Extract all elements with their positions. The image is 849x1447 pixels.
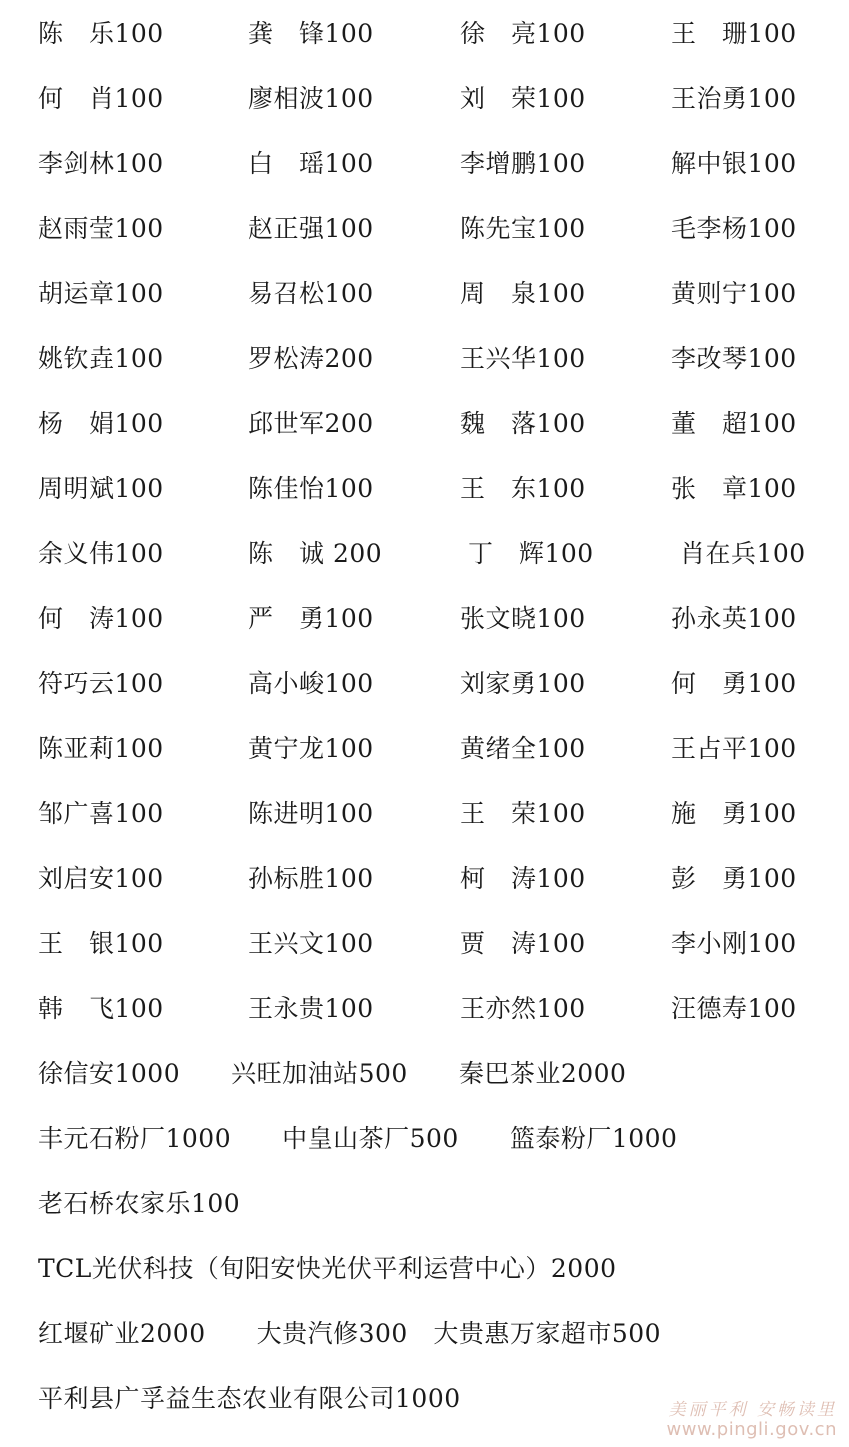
- donor-entry: 龚 锋100: [248, 19, 374, 48]
- donor-entry: 王永贵100: [248, 994, 374, 1023]
- donor-entry: 王 东100: [460, 474, 586, 503]
- donor-entry: 周 泉100: [460, 279, 586, 308]
- donor-entry: 刘家勇100: [460, 669, 586, 698]
- donor-entry: 邱世军200: [248, 409, 374, 438]
- donor-entry: 王 荣100: [460, 799, 586, 828]
- donor-entry: 丁 辉100: [468, 539, 594, 568]
- donor-entry: 符巧云100: [38, 669, 164, 698]
- donor-row: [0, 534, 849, 574]
- donor-row: [0, 79, 849, 119]
- donor-line: 平利县广孚益生态农业有限公司1000: [38, 1384, 461, 1413]
- donor-entry: 陈亚莉100: [38, 734, 164, 763]
- donor-line: TCL光伏科技（旬阳安快光伏平利运营中心）2000: [38, 1254, 617, 1283]
- donor-entry: 严 勇100: [248, 604, 374, 633]
- donor-entry: 徐 亮100: [460, 19, 586, 48]
- donor-entry: 何 勇100: [671, 669, 797, 698]
- donor-entry: 陈 诚 200: [248, 539, 383, 568]
- donor-line: 丰元石粉厂1000 中皇山茶厂500 篮泰粉厂1000: [38, 1124, 678, 1153]
- donor-entry: 张 章100: [671, 474, 797, 503]
- donor-entry: 汪德寿100: [671, 994, 797, 1023]
- donor-entry: 杨 娟100: [38, 409, 164, 438]
- donor-entry: 肖在兵100: [680, 539, 806, 568]
- donor-entry: 陈先宝100: [460, 214, 586, 243]
- donor-entry: 韩 飞100: [38, 994, 164, 1023]
- donor-entry: 柯 涛100: [460, 864, 586, 893]
- donor-entry: 刘 荣100: [460, 84, 586, 113]
- donor-entry: 王 银100: [38, 929, 164, 958]
- watermark-domain: www.pingli.gov.cn: [666, 1419, 837, 1441]
- donor-entry: 周明斌100: [38, 474, 164, 503]
- donor-entry: 高小峻100: [248, 669, 374, 698]
- donor-row: [0, 989, 849, 1029]
- watermark-slogan: 美丽平利 安畅读里: [668, 1399, 837, 1420]
- donor-row: [0, 404, 849, 444]
- donor-entry: 黄绪全100: [460, 734, 586, 763]
- donor-line: 徐信安1000 兴旺加油站500 秦巴茶业2000: [38, 1059, 627, 1088]
- donor-entry: 贾 涛100: [460, 929, 586, 958]
- donor-entry: 魏 落100: [460, 409, 586, 438]
- donor-entry: 黄宁龙100: [248, 734, 374, 763]
- donor-row: [0, 144, 849, 184]
- donor-row: [0, 599, 849, 639]
- donor-entry: 赵雨莹100: [38, 214, 164, 243]
- donor-entry: 王占平100: [671, 734, 797, 763]
- donor-entry: 施 勇100: [671, 799, 797, 828]
- donor-entry: 董 超100: [671, 409, 797, 438]
- donor-row: [0, 794, 849, 834]
- donor-entry: 李改琴100: [671, 344, 797, 373]
- site-watermark: [667, 1401, 837, 1441]
- donor-row: [0, 209, 849, 249]
- donor-entry: 廖相波100: [248, 84, 374, 113]
- donor-entry: 刘启安100: [38, 864, 164, 893]
- donor-entry: 胡运章100: [38, 279, 164, 308]
- donor-entry: 李小刚100: [671, 929, 797, 958]
- donor-row: [0, 274, 849, 314]
- donor-entry: 王亦然100: [460, 994, 586, 1023]
- donor-row: [0, 14, 849, 54]
- donor-entry: 彭 勇100: [671, 864, 797, 893]
- donor-entry: 余义伟100: [38, 539, 164, 568]
- donor-line: 老石桥农家乐100: [38, 1189, 241, 1218]
- donor-row: [0, 859, 849, 899]
- donor-entry: 解中银100: [671, 149, 797, 178]
- donor-entry: 姚钦垚100: [38, 344, 164, 373]
- donor-row: [0, 339, 849, 379]
- donor-entry: 陈进明100: [248, 799, 374, 828]
- donor-entry: 赵正强100: [248, 214, 374, 243]
- donor-entry: 何 涛100: [38, 604, 164, 633]
- donor-row: [0, 664, 849, 704]
- donor-entry: 陈佳怡100: [248, 474, 374, 503]
- donor-entry: 易召松100: [248, 279, 374, 308]
- donor-entry: 何 肖100: [38, 84, 164, 113]
- donor-entry: 王治勇100: [671, 84, 797, 113]
- donor-row: [0, 924, 849, 964]
- donor-entry: 邹广喜100: [38, 799, 164, 828]
- donor-entry: 王兴华100: [460, 344, 586, 373]
- donor-entry: 罗松涛200: [248, 344, 374, 373]
- donor-entry: 王兴文100: [248, 929, 374, 958]
- donor-entry: 张文晓100: [460, 604, 586, 633]
- donor-entry: 李增鹏100: [460, 149, 586, 178]
- donor-entry: 王 珊100: [671, 19, 797, 48]
- donor-row: [0, 469, 849, 509]
- donor-entry: 李剑林100: [38, 149, 164, 178]
- donor-entry: 孙永英100: [671, 604, 797, 633]
- donor-entry: 白 瑶100: [248, 149, 374, 178]
- donor-line: 红堰矿业2000 大贵汽修300 大贵惠万家超市500: [38, 1319, 662, 1348]
- donor-entry: 孙标胜100: [248, 864, 374, 893]
- donor-entry: 陈 乐100: [38, 19, 164, 48]
- donor-entry: 黄则宁100: [671, 279, 797, 308]
- donor-entry: 毛李杨100: [671, 214, 797, 243]
- donor-row: [0, 729, 849, 769]
